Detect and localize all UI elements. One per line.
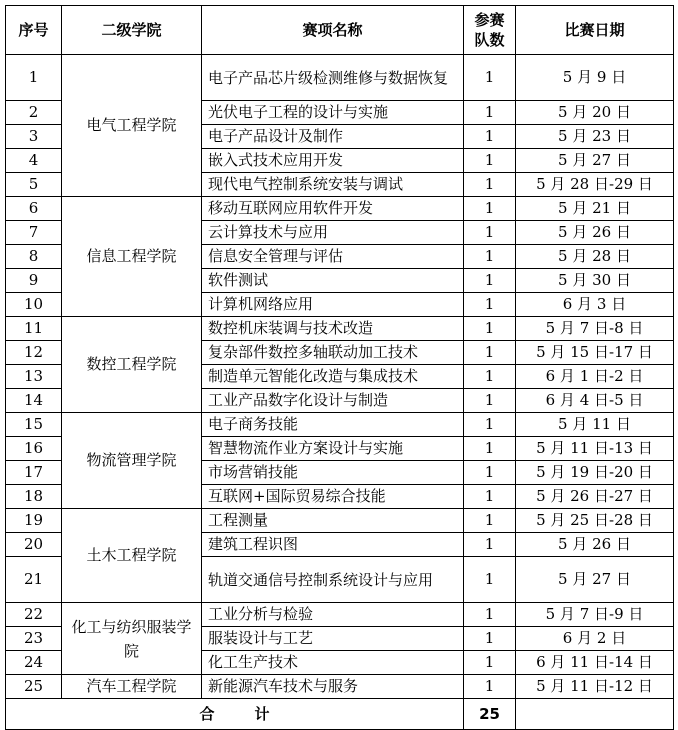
row-no: 18 [6,485,62,509]
team-count: 1 [464,461,516,485]
event-date: 5 月 26 日 [516,221,674,245]
team-count: 1 [464,603,516,627]
header-teams-line2: 队数 [474,31,505,49]
event-date: 5 月 11 日-13 日 [516,437,674,461]
table-row [6,197,674,221]
event-date: 6 月 4 日-5 日 [516,389,674,413]
competition-schedule-table [5,5,674,730]
team-count: 1 [464,197,516,221]
table-body [6,55,674,699]
header-no: 序号 [6,6,62,55]
event-date: 5 月 20 日 [516,101,674,125]
row-no: 24 [6,651,62,675]
event-name: 市场营销技能 [202,461,464,485]
team-count: 1 [464,173,516,197]
row-no: 19 [6,509,62,533]
header-row [6,6,674,55]
row-no: 10 [6,293,62,317]
table-row [6,509,674,533]
row-no: 12 [6,341,62,365]
team-count: 1 [464,149,516,173]
event-date: 5 月 26 日 [516,533,674,557]
team-count: 1 [464,675,516,699]
team-count: 1 [464,55,516,101]
team-count: 1 [464,389,516,413]
table-row [6,675,674,699]
row-no: 22 [6,603,62,627]
row-no: 25 [6,675,62,699]
event-date: 5 月 21 日 [516,197,674,221]
college-cell: 信息工程学院 [62,197,202,317]
table-row [6,317,674,341]
college-cell: 电气工程学院 [62,55,202,197]
row-no: 2 [6,101,62,125]
row-no: 7 [6,221,62,245]
team-count: 1 [464,557,516,603]
row-no: 14 [6,389,62,413]
event-name: 电子产品设计及制作 [202,125,464,149]
event-date: 5 月 27 日 [516,557,674,603]
team-count: 1 [464,245,516,269]
row-no: 23 [6,627,62,651]
college-cell: 数控工程学院 [62,317,202,413]
team-count: 1 [464,437,516,461]
event-name: 光伏电子工程的设计与实施 [202,101,464,125]
header-teams [464,6,516,55]
event-date: 6 月 11 日-14 日 [516,651,674,675]
row-no: 20 [6,533,62,557]
event-name: 工程测量 [202,509,464,533]
college-cell: 汽车工程学院 [62,675,202,699]
row-no: 6 [6,197,62,221]
event-name: 现代电气控制系统安装与调试 [202,173,464,197]
event-name: 工业产品数字化设计与制造 [202,389,464,413]
event-name: 工业分析与检验 [202,603,464,627]
event-name: 数控机床装调与技术改造 [202,317,464,341]
row-no: 1 [6,55,62,101]
event-name: 新能源汽车技术与服务 [202,675,464,699]
event-name: 互联网+国际贸易综合技能 [202,485,464,509]
row-no: 5 [6,173,62,197]
event-date: 5 月 11 日-12 日 [516,675,674,699]
event-name: 电子商务技能 [202,413,464,437]
header-teams-line1: 参赛 [474,11,505,29]
event-date: 5 月 28 日-29 日 [516,173,674,197]
row-no: 15 [6,413,62,437]
event-name: 化工生产技术 [202,651,464,675]
header-college: 二级学院 [62,6,202,55]
event-date: 5 月 11 日 [516,413,674,437]
event-name: 智慧物流作业方案设计与实施 [202,437,464,461]
event-date: 5 月 27 日 [516,149,674,173]
team-count: 1 [464,627,516,651]
college-cell: 化工与纺织服装学院 [62,603,202,675]
event-name: 电子产品芯片级检测维修与数据恢复 [202,55,464,101]
team-count: 1 [464,341,516,365]
event-name: 复杂部件数控多轴联动加工技术 [202,341,464,365]
team-count: 1 [464,293,516,317]
total-teams: 25 [464,699,516,730]
college-cell: 土木工程学院 [62,509,202,603]
row-no: 21 [6,557,62,603]
event-date: 5 月 23 日 [516,125,674,149]
event-date: 5 月 28 日 [516,245,674,269]
table-row [6,603,674,627]
event-name: 云计算技术与应用 [202,221,464,245]
event-name: 计算机网络应用 [202,293,464,317]
event-name: 制造单元智能化改造与集成技术 [202,365,464,389]
team-count: 1 [464,101,516,125]
event-date: 6 月 1 日-2 日 [516,365,674,389]
event-name: 移动互联网应用软件开发 [202,197,464,221]
event-date: 6 月 3 日 [516,293,674,317]
row-no: 13 [6,365,62,389]
header-event: 赛项名称 [202,6,464,55]
row-no: 3 [6,125,62,149]
row-no: 16 [6,437,62,461]
row-no: 11 [6,317,62,341]
team-count: 1 [464,317,516,341]
event-date: 5 月 26 日-27 日 [516,485,674,509]
team-count: 1 [464,509,516,533]
event-date: 6 月 2 日 [516,627,674,651]
event-date: 5 月 19 日-20 日 [516,461,674,485]
team-count: 1 [464,413,516,437]
college-cell: 物流管理学院 [62,413,202,509]
event-name: 服装设计与工艺 [202,627,464,651]
header-date: 比赛日期 [516,6,674,55]
team-count: 1 [464,485,516,509]
event-date: 5 月 15 日-17 日 [516,341,674,365]
table-row [6,413,674,437]
table-row [6,55,674,101]
team-count: 1 [464,365,516,389]
event-name: 信息安全管理与评估 [202,245,464,269]
event-name: 轨道交通信号控制系统设计与应用 [202,557,464,603]
team-count: 1 [464,651,516,675]
team-count: 1 [464,533,516,557]
total-label: 合计 [199,704,310,723]
team-count: 1 [464,221,516,245]
row-no: 9 [6,269,62,293]
team-count: 1 [464,269,516,293]
event-date: 5 月 7 日-8 日 [516,317,674,341]
event-name: 建筑工程识图 [202,533,464,557]
team-count: 1 [464,125,516,149]
event-name: 嵌入式技术应用开发 [202,149,464,173]
event-date: 5 月 30 日 [516,269,674,293]
row-no: 8 [6,245,62,269]
event-name: 软件测试 [202,269,464,293]
event-date: 5 月 25 日-28 日 [516,509,674,533]
row-no: 4 [6,149,62,173]
event-date: 5 月 7 日-9 日 [516,603,674,627]
event-date: 5 月 9 日 [516,55,674,101]
row-no: 17 [6,461,62,485]
